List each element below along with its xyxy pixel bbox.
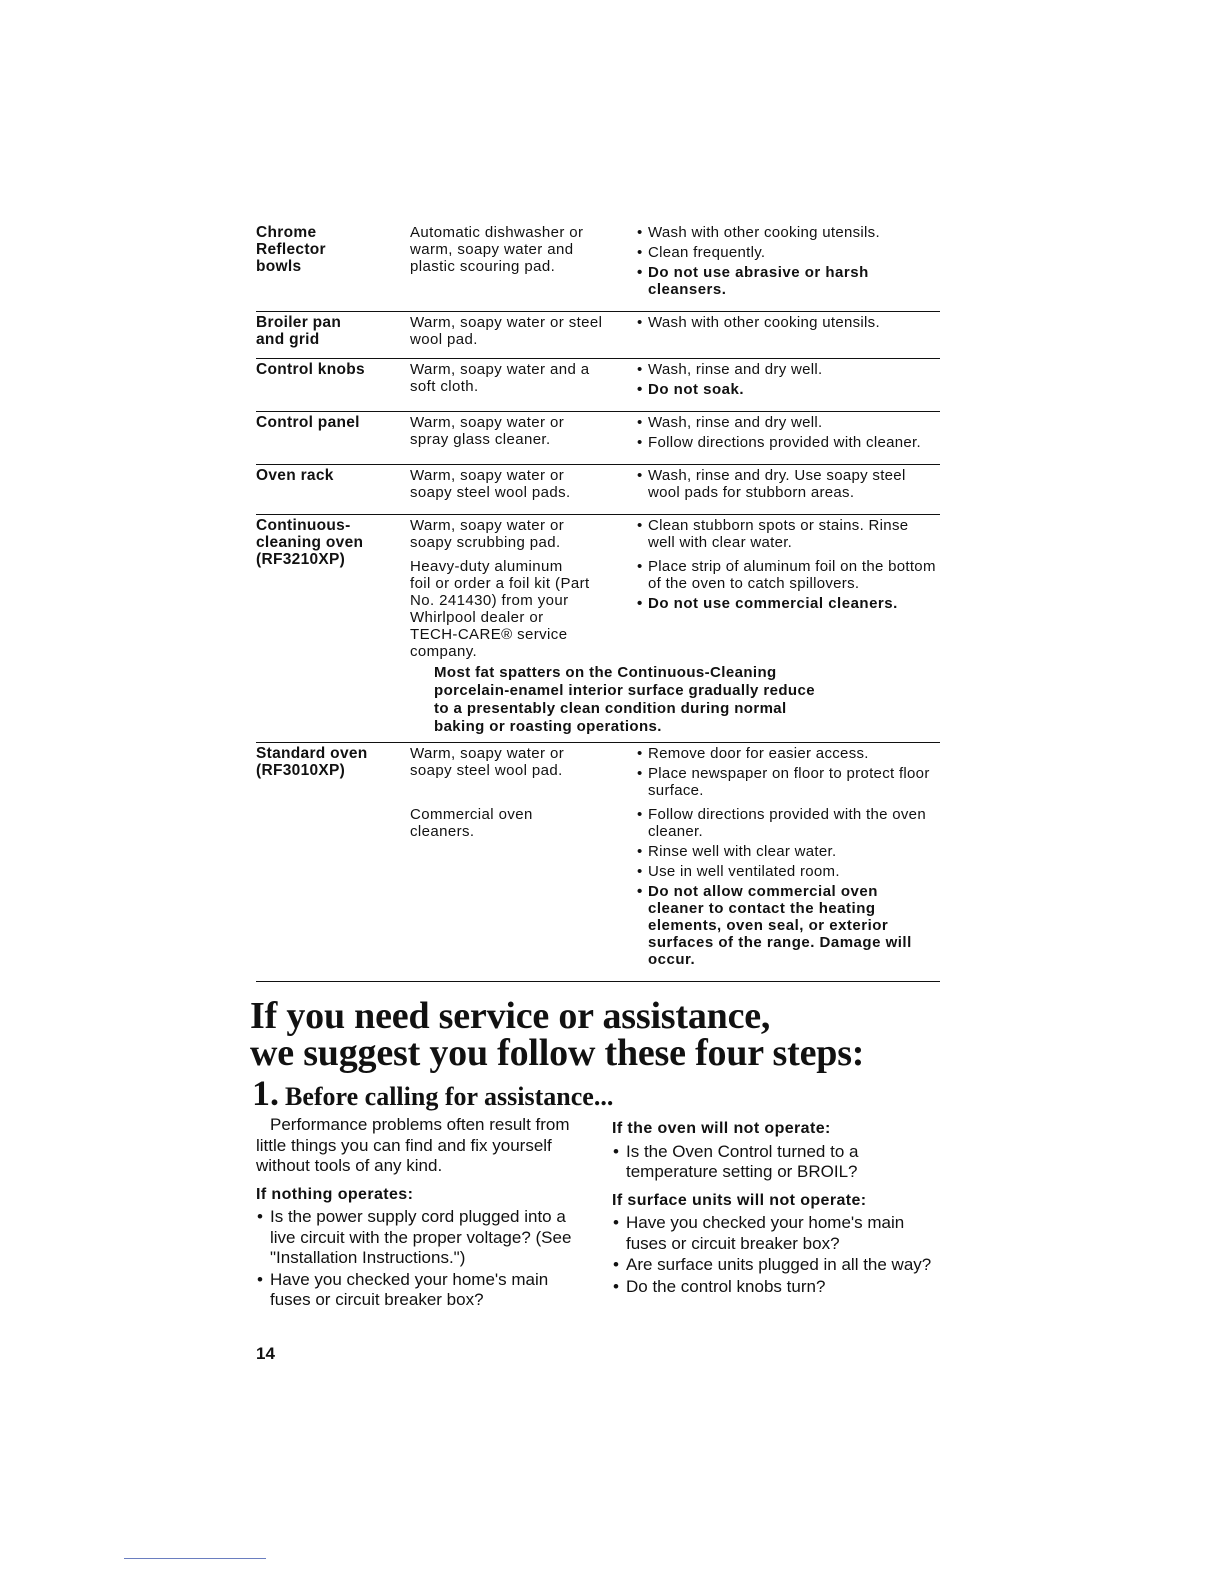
cleaning-method: Commercial oven cleaners. — [410, 806, 533, 840]
table-row — [256, 412, 940, 465]
tips-list — [636, 517, 936, 554]
cleaning-table — [256, 222, 940, 982]
table-row — [256, 515, 940, 743]
tip-item: • Do not use commercial cleaners. — [636, 595, 936, 612]
part-name: Control knobs — [256, 361, 365, 378]
right-column — [612, 1115, 942, 1305]
tip-item: • Rinse well with clear water. — [636, 843, 936, 860]
cleaning-method: Heavy-duty aluminum foil or order a foil kit (Part No. 241430) from your Whirlpool dealer or TECH-CARE® service company. — [410, 558, 590, 660]
cleaning-group — [410, 467, 940, 504]
tips-list — [636, 806, 936, 971]
table-row — [256, 743, 940, 982]
surface-units-list — [612, 1213, 942, 1297]
service-heading — [250, 995, 970, 1074]
tip-item: • Do not allow commercial oven cleaner to contact the heating elements, oven seal, or exterior surfaces of the range. Damage will occur. — [636, 883, 936, 968]
service-heading-line2: we suggest you follow these four steps: — [250, 1032, 865, 1074]
tip-item: • Use in well ventilated room. — [636, 863, 936, 880]
cleaning-method: Warm, soapy water or soapy steel wool pads. — [410, 467, 571, 501]
cleaning-method: Warm, soapy water or steel wool pad. — [410, 314, 603, 348]
cleaning-groups — [410, 517, 940, 660]
cleaning-group — [410, 314, 940, 348]
tips-list — [636, 314, 936, 348]
tips-list — [636, 558, 936, 660]
part-name: Oven rack — [256, 467, 334, 484]
part-name: Broiler pan and grid — [256, 314, 342, 348]
part-name: Control panel — [256, 414, 360, 431]
oven-not-operate-list — [612, 1142, 942, 1183]
tips-list — [636, 224, 936, 301]
intro-paragraph: Performance problems often result from little things you can find and fix yourself without tools of any kind. — [256, 1115, 570, 1175]
service-heading-line1: If you need service or assistance, — [250, 995, 771, 1037]
cleaning-method: Automatic dishwasher or warm, soapy water and plastic scouring pad. — [410, 224, 584, 275]
continuous-cleaning-note: Most fat spatters on the Continuous-Cleaning porcelain-enamel interior surface gradually reduce to a presentably clean condition during normal baking or roasting operations. — [434, 664, 815, 735]
cleaning-group — [410, 558, 940, 660]
left-column — [256, 1115, 582, 1319]
tips-list — [636, 467, 936, 504]
cleaning-groups — [410, 314, 940, 348]
tips-list — [636, 414, 936, 454]
list-item: • Is the power supply cord plugged into a live circuit with the proper voltage? (See "Installation Instructions.") — [256, 1207, 582, 1269]
cleaning-group — [410, 414, 940, 454]
nothing-operates-title: If nothing operates: — [256, 1185, 414, 1203]
part-name: Standard oven (RF3010XP) — [256, 745, 368, 779]
page-number: 14 — [256, 1344, 275, 1363]
surface-units-title: If surface units will not operate: — [612, 1191, 867, 1209]
tip-item: • Wash with other cooking utensils. — [636, 314, 936, 331]
tip-item: • Wash with other cooking utensils. — [636, 224, 936, 241]
cleaning-group — [410, 806, 940, 971]
tip-item: • Wash, rinse and dry well. — [636, 361, 936, 378]
tips-list — [636, 745, 936, 802]
cleaning-groups — [410, 361, 940, 401]
tip-item: • Do not soak. — [636, 381, 936, 398]
cleaning-group — [410, 745, 940, 802]
part-name: Continuous- cleaning oven (RF3210XP) — [256, 517, 364, 568]
cleaning-groups — [410, 224, 940, 301]
tip-item: • Place newspaper on floor to protect floor surface. — [636, 765, 936, 799]
cleaning-method: Warm, soapy water or soapy steel wool pad. — [410, 745, 565, 779]
step-one-heading — [252, 1072, 613, 1114]
tip-item: • Wash, rinse and dry well. — [636, 414, 936, 431]
oven-not-operate-title: If the oven will not operate: — [612, 1120, 831, 1137]
nothing-operates-list — [256, 1207, 582, 1311]
tip-item: • Clean frequently. — [636, 244, 936, 261]
cleaning-groups — [410, 467, 940, 504]
table-row — [256, 359, 940, 412]
list-item: • Is the Oven Control turned to a temperature setting or BROIL? — [612, 1142, 942, 1183]
cleaning-method: Warm, soapy water and a soft cloth. — [410, 361, 590, 395]
list-item: • Do the control knobs turn? — [612, 1277, 942, 1298]
tips-list — [636, 361, 936, 401]
tip-item: • Follow directions provided with cleaner. — [636, 434, 936, 451]
list-item: • Have you checked your home's main fuses or circuit breaker box? — [256, 1270, 582, 1311]
tip-item: • Clean stubborn spots or stains. Rinse well with clear water. — [636, 517, 936, 551]
cleaning-method: Warm, soapy water or soapy scrubbing pad. — [410, 517, 565, 551]
list-item: • Have you checked your home's main fuses or circuit breaker box? — [612, 1213, 942, 1254]
tip-item: • Do not use abrasive or harsh cleansers. — [636, 264, 936, 298]
tip-item: • Follow directions provided with the oven cleaner. — [636, 806, 936, 840]
cleaning-group — [410, 517, 940, 554]
cleaning-method: Warm, soapy water or spray glass cleaner. — [410, 414, 565, 448]
cleaning-groups — [410, 414, 940, 454]
tip-item: • Wash, rinse and dry. Use soapy steel wool pads for stubborn areas. — [636, 467, 936, 501]
tip-item: • Place strip of aluminum foil on the bottom of the oven to catch spillovers. — [636, 558, 936, 592]
tip-item: • Remove door for easier access. — [636, 745, 936, 762]
step-title: Before calling for assistance... — [285, 1082, 614, 1111]
table-row — [256, 465, 940, 515]
cleaning-groups — [410, 745, 940, 971]
step-number: 1. — [252, 1073, 279, 1113]
table-row — [256, 222, 940, 312]
cleaning-group — [410, 224, 940, 301]
list-item: • Are surface units plugged in all the way? — [612, 1255, 942, 1276]
footer-rule — [124, 1558, 266, 1559]
part-name: Chrome Reflector bowls — [256, 224, 326, 275]
cleaning-group — [410, 361, 940, 401]
table-row — [256, 312, 940, 359]
